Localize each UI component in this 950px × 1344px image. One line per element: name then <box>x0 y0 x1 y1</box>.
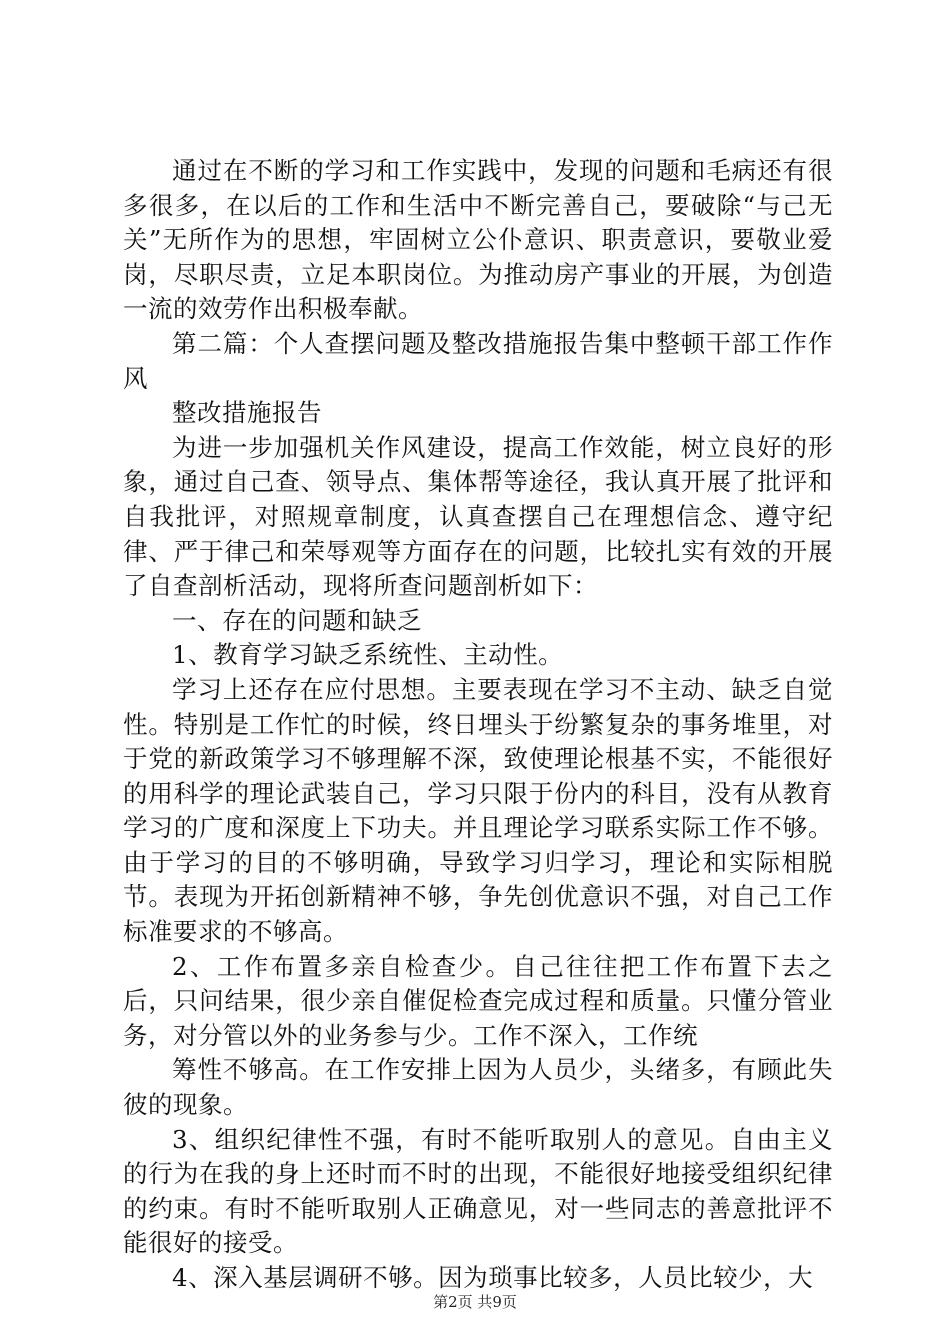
list-item: 2、工作布置多亲自检查少。自己往往把工作布置下去之后，只问结果，很少亲自催促检查完成过程和质量。只懂分管业务，对分管以外的业务参与少。工作不深入，工作统 <box>123 951 833 1050</box>
paragraph: 筹性不够高。在工作安排上因为人员少，头绪多，有顾此失彼的现象。 <box>123 1055 833 1120</box>
subheading: 一、存在的问题和缺乏 <box>172 605 422 635</box>
list-item: 4、深入基层调研不够。因为琐事比较多，人员比较少，大 <box>172 1263 814 1292</box>
paragraph: 学习上还存在应付思想。主要表现在学习不主动、缺乏自觉性。特别是工作忙的时候，终日埋头于纷繁复杂的事务堆里，对于党的新政策学习不够理解不深，致使理论根基不实，不能很好的用科学的理论武装自己，学习只限于份内的科目，没有从教育学习的广度和深度上下功夫。并且理论学习联系实际工作不够。由于学习的目的不够明确，导致学习归学习，理论和实际相脱节。表现为开拓创新精神不够，争先创优意识不强，对自己工作标准要求的不够高。 <box>123 674 833 947</box>
page-number-footer: 第2页 共9页 <box>433 1293 517 1311</box>
report-title: 整改措施报告 <box>172 398 322 428</box>
list-item: 1、教育学习缺乏系统性、主动性。 <box>172 640 564 670</box>
document-body <box>123 154 833 1296</box>
list-item: 3、组织纪律性不强，有时不能听取别人的意见。自由主义的行为在我的身上还时而不时的出现，不能很好地接受组织纪律的约束。有时不能听取别人正确意见，对一些同志的善意批评不能很好的接受。 <box>123 1124 833 1258</box>
paragraph: 通过在不断的学习和工作实践中，发现的问题和毛病还有很多很多，在以后的工作和生活中不断完善自己，要破除“与己无关”无所作为的思想，牢固树立公仆意识、职责意识，要敬业爱岗，尽职尽责，立足本职岗位。为推动房产事业的开展，为创造一流的效劳作出积极奉献。 <box>123 156 833 324</box>
paragraph: 为进一步加强机关作风建设，提高工作效能，树立良好的形象，通过自己查、领导点、集体帮等途径，我认真开展了批评和自我批评，对照规章制度，认真查摆自己在理想信念、遵守纪律、严于律己和荣辱观等方面存在的问题，比较扎实有效的开展了自查剖析活动，现将所查问题剖析如下： <box>123 432 833 601</box>
section-heading: 第二篇：个人查摆问题及整改措施报告集中整顿干部工作作风 <box>123 328 833 393</box>
